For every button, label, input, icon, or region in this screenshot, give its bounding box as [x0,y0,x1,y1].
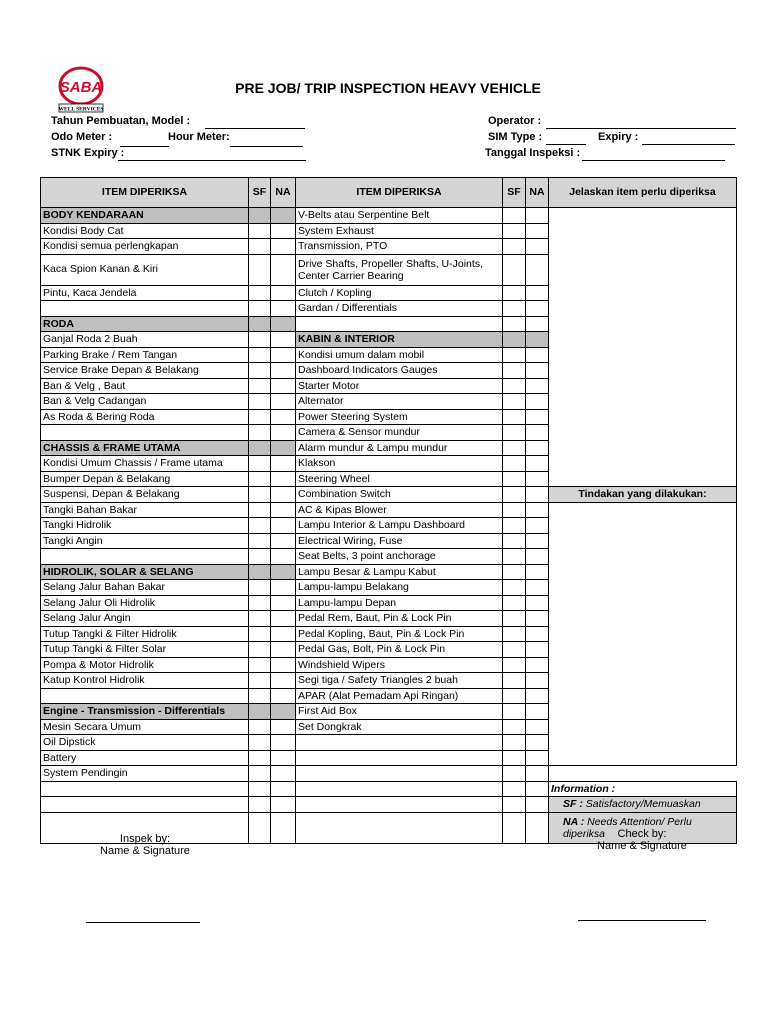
sf-check[interactable] [249,518,271,534]
na-check[interactable] [526,363,549,379]
na-check [271,440,296,456]
item-label: Kaca Spion Kanan & Kiri [41,254,249,285]
odo-field[interactable] [120,146,169,147]
sf-check [249,564,271,580]
item-label: APAR (Alat Pemadam Api Ringan) [296,688,503,704]
sf-check[interactable] [503,688,526,704]
item-label [296,750,503,766]
na-check[interactable] [271,657,296,673]
section-header: RODA [41,316,249,332]
item-label: Tutup Tangki & Filter Solar [41,642,249,658]
item-label: Pedal Gas, Bolt, Pin & Lock Pin [296,642,503,658]
item-label: System Exhaust [296,223,503,239]
sf-check[interactable] [249,812,271,843]
na-check[interactable] [271,409,296,425]
item-label: Dashboard Indicators Gauges [296,363,503,379]
sf-check[interactable] [249,502,271,518]
sf-check[interactable] [249,239,271,255]
na-check[interactable] [526,642,549,658]
sf-check[interactable] [503,409,526,425]
sf-check[interactable] [249,719,271,735]
sf-check[interactable] [503,642,526,658]
item-label [41,549,249,565]
item-label: Ganjal Roda 2 Buah [41,332,249,348]
sf-check[interactable] [503,239,526,255]
na-check[interactable] [271,595,296,611]
na-check[interactable] [526,456,549,472]
item-label: Tangki Angin [41,533,249,549]
sf-check[interactable] [503,487,526,503]
sf-check[interactable] [503,347,526,363]
item-label: Tangki Bahan Bakar [41,502,249,518]
na-check[interactable] [271,332,296,348]
sf-check[interactable] [503,549,526,565]
item-label [41,781,249,797]
sf-check[interactable] [503,223,526,239]
na-check[interactable] [271,735,296,751]
item-label: Camera & Sensor mundur [296,425,503,441]
na-check[interactable] [526,750,549,766]
na-check[interactable] [526,223,549,239]
sf-check[interactable] [249,456,271,472]
stnk-label: STNK Expiry : [51,147,125,159]
item-label: Kondisi semua perlengkapan [41,239,249,255]
item-label: Set Dongkrak [296,719,503,735]
item-label [296,735,503,751]
check-signature-line[interactable] [578,920,706,921]
inspek-signature-line[interactable] [86,922,200,923]
sf-check[interactable] [249,626,271,642]
information-text: SF : Satisfactory/Memuaskan [549,797,737,813]
sf-check[interactable] [503,394,526,410]
item-label: Katup Kontrol Hidrolik [41,673,249,689]
sf-check[interactable] [503,208,526,224]
odo-label: Odo Meter : [51,131,113,143]
sf-check[interactable] [503,812,526,843]
na-check[interactable] [271,626,296,642]
item-label: Electrical Wiring, Fuse [296,533,503,549]
info-code: SF : [563,798,583,810]
table-row [41,766,737,782]
item-label: Windshield Wipers [296,657,503,673]
sf-check[interactable] [249,750,271,766]
na-check[interactable] [526,549,549,565]
na-check [271,208,296,224]
na-check[interactable] [526,347,549,363]
na-check[interactable] [526,595,549,611]
expiry-label: Expiry : [598,131,639,143]
sf-check[interactable] [249,781,271,797]
item-label: First Aid Box [296,704,503,720]
check-signature [557,828,727,852]
hour-label: Hour Meter: [168,131,230,143]
item-label: Pompa & Motor Hidrolik [41,657,249,673]
na-check[interactable] [526,533,549,549]
sf-check [503,332,526,348]
sf-check[interactable] [503,254,526,285]
sim-label: SIM Type : [488,131,543,143]
item-label: Bumper Depan & Belakang [41,471,249,487]
na-check[interactable] [271,223,296,239]
sf-check[interactable] [503,564,526,580]
item-label [296,812,503,843]
na-check[interactable] [271,347,296,363]
hour-field[interactable] [230,146,303,147]
sf-check[interactable] [503,657,526,673]
sf-check[interactable] [503,440,526,456]
tanggal-field[interactable] [582,160,725,161]
item-label: Segi tiga / Safety Triangles 2 buah [296,673,503,689]
sim-field[interactable] [546,144,586,145]
item-label: Combination Switch [296,487,503,503]
sf-check[interactable] [249,673,271,689]
sf-check[interactable] [249,471,271,487]
na-check[interactable] [271,456,296,472]
sf-check[interactable] [249,363,271,379]
sf-check[interactable] [249,487,271,503]
page-title: PRE JOB/ TRIP INSPECTION HEAVY VEHICLE [235,80,541,96]
sf-check[interactable] [249,766,271,782]
expiry-field[interactable] [642,144,735,145]
sf-check[interactable] [503,533,526,549]
sf-check[interactable] [503,378,526,394]
item-label: Pedal Kopling, Baut, Pin & Lock Pin [296,626,503,642]
na-check[interactable] [271,471,296,487]
item-label: Kondisi Umum Chassis / Frame utama [41,456,249,472]
sf-check[interactable] [249,223,271,239]
sf-check[interactable] [249,394,271,410]
sf-check [249,704,271,720]
na-check[interactable] [271,719,296,735]
na-check[interactable] [526,611,549,627]
na-check[interactable] [526,487,549,503]
item-label [296,316,503,332]
sf-check[interactable] [249,611,271,627]
item-label: Battery [41,750,249,766]
na-check[interactable] [526,812,549,843]
sf-check[interactable] [249,254,271,285]
information-text: Information : [549,781,737,797]
na-check[interactable] [526,378,549,394]
na-check[interactable] [271,688,296,704]
check-title: Check by: [617,828,667,840]
na-check[interactable] [526,657,549,673]
item-label: Lampu Besar & Lampu Kabut [296,564,503,580]
sf-check[interactable] [249,688,271,704]
item-header-right: ITEM DIPERIKSA [296,178,503,208]
sf-check [249,316,271,332]
na-check[interactable] [526,394,549,410]
na-check[interactable] [526,688,549,704]
na-check[interactable] [526,766,549,782]
na-check[interactable] [526,471,549,487]
na-check[interactable] [271,750,296,766]
item-label: Selang Jalur Bahan Bakar [41,580,249,596]
na-check[interactable] [271,487,296,503]
sf-check[interactable] [249,425,271,441]
na-check[interactable] [526,704,549,720]
item-label: Lampu Interior & Lampu Dashboard [296,518,503,534]
section-header: CHASSIS & FRAME UTAMA [41,440,249,456]
section-header: HIDROLIK, SOLAR & SELANG [41,564,249,580]
item-label: Steering Wheel [296,471,503,487]
inspek-title: Inspek by: [119,833,171,845]
item-label: Ban & Velg , Baut [41,378,249,394]
item-label: V-Belts atau Serpentine Belt [296,208,503,224]
sf-check[interactable] [503,781,526,797]
item-label: Tutup Tangki & Filter Hidrolik [41,626,249,642]
sf-check[interactable] [503,285,526,301]
sf-check[interactable] [503,797,526,813]
item-label [296,781,503,797]
sf-check[interactable] [249,332,271,348]
inspection-table [40,177,737,844]
item-label: Alternator [296,394,503,410]
na-check[interactable] [271,254,296,285]
item-label: Selang Jalur Angin [41,611,249,627]
svg-text:WELL SERVICES: WELL SERVICES [58,106,104,113]
na-check[interactable] [271,812,296,843]
item-label [296,797,503,813]
table-row [41,502,737,518]
na-check[interactable] [526,580,549,596]
sf-check[interactable] [249,409,271,425]
na-check[interactable] [526,316,549,332]
jelaskan-area[interactable] [549,208,737,487]
na-check[interactable] [271,394,296,410]
item-label: Kondisi umum dalam mobil [296,347,503,363]
na-check[interactable] [271,378,296,394]
item-label: Klakson [296,456,503,472]
na-check[interactable] [271,285,296,301]
sf-check[interactable] [503,673,526,689]
info-sf-row [41,797,737,813]
sf-check[interactable] [503,502,526,518]
sf-check[interactable] [249,797,271,813]
na-check[interactable] [271,301,296,317]
item-label: System Pendingin [41,766,249,782]
sf-check[interactable] [249,657,271,673]
na-check[interactable] [526,781,549,797]
sf-check [249,440,271,456]
sf-check[interactable] [249,580,271,596]
item-label [41,301,249,317]
sf-header-left: SF [249,178,271,208]
sf-check[interactable] [249,301,271,317]
section-header: Engine - Transmission - Differentials [41,704,249,720]
item-header-left: ITEM DIPERIKSA [41,178,249,208]
sf-check[interactable] [503,580,526,596]
section-header: BODY KENDARAAN [41,208,249,224]
item-label: Alarm mundur & Lampu mundur [296,440,503,456]
sf-check[interactable] [249,642,271,658]
item-label: Oil Dipstick [41,735,249,751]
na-check[interactable] [526,719,549,735]
sf-check[interactable] [503,316,526,332]
sf-check[interactable] [503,301,526,317]
na-check[interactable] [271,642,296,658]
sf-check[interactable] [503,735,526,751]
na-check[interactable] [526,425,549,441]
sf-check[interactable] [503,425,526,441]
item-label: As Roda & Bering Roda [41,409,249,425]
tindakan-area[interactable] [549,502,737,766]
na-check[interactable] [526,735,549,751]
na-check[interactable] [526,673,549,689]
svg-text:SABA: SABA [59,79,103,96]
item-label: Power Steering System [296,409,503,425]
item-label: Parking Brake / Rem Tangan [41,347,249,363]
sf-check[interactable] [503,750,526,766]
tanggal-label: Tanggal Inspeksi : [485,147,581,159]
na-check [526,332,549,348]
operator-field[interactable] [546,128,736,129]
na-check[interactable] [526,797,549,813]
na-header-left: NA [271,178,296,208]
na-check[interactable] [526,285,549,301]
item-label: Service Brake Depan & Belakang [41,363,249,379]
na-check[interactable] [271,611,296,627]
sf-check[interactable] [249,549,271,565]
sf-check[interactable] [249,378,271,394]
na-check[interactable] [526,409,549,425]
na-check[interactable] [526,239,549,255]
na-check[interactable] [271,580,296,596]
sf-check[interactable] [503,518,526,534]
na-check [271,704,296,720]
item-label: AC & Kipas Blower [296,502,503,518]
sf-check[interactable] [503,719,526,735]
item-label: Mesin Secara Umum [41,719,249,735]
inspek-sub: Name & Signature [100,845,190,857]
info-label-row [41,781,737,797]
tahun-field[interactable] [205,128,305,129]
na-check[interactable] [271,425,296,441]
na-check[interactable] [526,254,549,285]
na-check[interactable] [526,502,549,518]
item-label: Tangki Hidrolik [41,518,249,534]
item-label: Gardan / Differentials [296,301,503,317]
na-check[interactable] [271,781,296,797]
item-label: Lampu-lampu Belakang [296,580,503,596]
sf-header-right: SF [503,178,526,208]
sf-check [249,208,271,224]
item-label: Ban & Velg Cadangan [41,394,249,410]
tahun-label: Tahun Pembuatan, Model : [51,115,191,127]
na-check[interactable] [271,673,296,689]
operator-label: Operator : [488,115,542,127]
na-check[interactable] [526,518,549,534]
na-check[interactable] [271,239,296,255]
item-label [41,425,249,441]
na-check[interactable] [271,518,296,534]
item-label: Clutch / Kopling [296,285,503,301]
sf-check[interactable] [503,595,526,611]
item-label [41,688,249,704]
na-check[interactable] [526,208,549,224]
sf-check[interactable] [249,347,271,363]
na-check[interactable] [526,626,549,642]
item-label [296,766,503,782]
item-label: Selang Jalur Oli Hidrolik [41,595,249,611]
item-label [41,797,249,813]
na-check[interactable] [526,564,549,580]
item-label: Seat Belts, 3 point anchorage [296,549,503,565]
inspek-signature [60,833,230,857]
na-check [271,316,296,332]
item-label: Drive Shafts, Propeller Shafts, U-Joints, Center Carrier Bearing [296,254,503,285]
na-check[interactable] [271,502,296,518]
na-check[interactable] [526,301,549,317]
stnk-field[interactable] [118,160,306,161]
na-check[interactable] [526,440,549,456]
table-header-row [41,178,737,208]
na-check [271,564,296,580]
sf-check[interactable] [249,533,271,549]
jelaskan-header: Jelaskan item perlu diperiksa [549,178,737,208]
na-check[interactable] [271,533,296,549]
na-header-right: NA [526,178,549,208]
item-label: Pedal Rem, Baut, Pin & Lock Pin [296,611,503,627]
na-check[interactable] [271,797,296,813]
item-label: Lampu-lampu Depan [296,595,503,611]
sf-check[interactable] [249,735,271,751]
information-text: NA : Needs Attention/ Perlu diperiksa [549,812,737,843]
sf-check[interactable] [503,766,526,782]
sf-check[interactable] [503,611,526,627]
section-header: KABIN & INTERIOR [296,332,503,348]
sf-check[interactable] [503,471,526,487]
check-sub: Name & Signature [597,840,687,852]
table-row [41,208,737,224]
sf-check[interactable] [503,626,526,642]
sf-check[interactable] [249,595,271,611]
sf-check[interactable] [503,363,526,379]
item-label: Suspensi, Depan & Belakang [41,487,249,503]
sf-check[interactable] [249,285,271,301]
sf-check[interactable] [503,456,526,472]
na-check[interactable] [271,766,296,782]
info-code: NA : [563,815,585,828]
tindakan-header: Tindakan yang dilakukan: [549,487,737,503]
item-label: Pintu, Kaca Jendela [41,285,249,301]
table-row [41,487,737,503]
sf-check[interactable] [503,704,526,720]
item-label: Transmission, PTO [296,239,503,255]
na-check[interactable] [271,549,296,565]
na-check[interactable] [271,363,296,379]
item-label: Kondisi Body Cat [41,223,249,239]
item-label: Starter Motor [296,378,503,394]
